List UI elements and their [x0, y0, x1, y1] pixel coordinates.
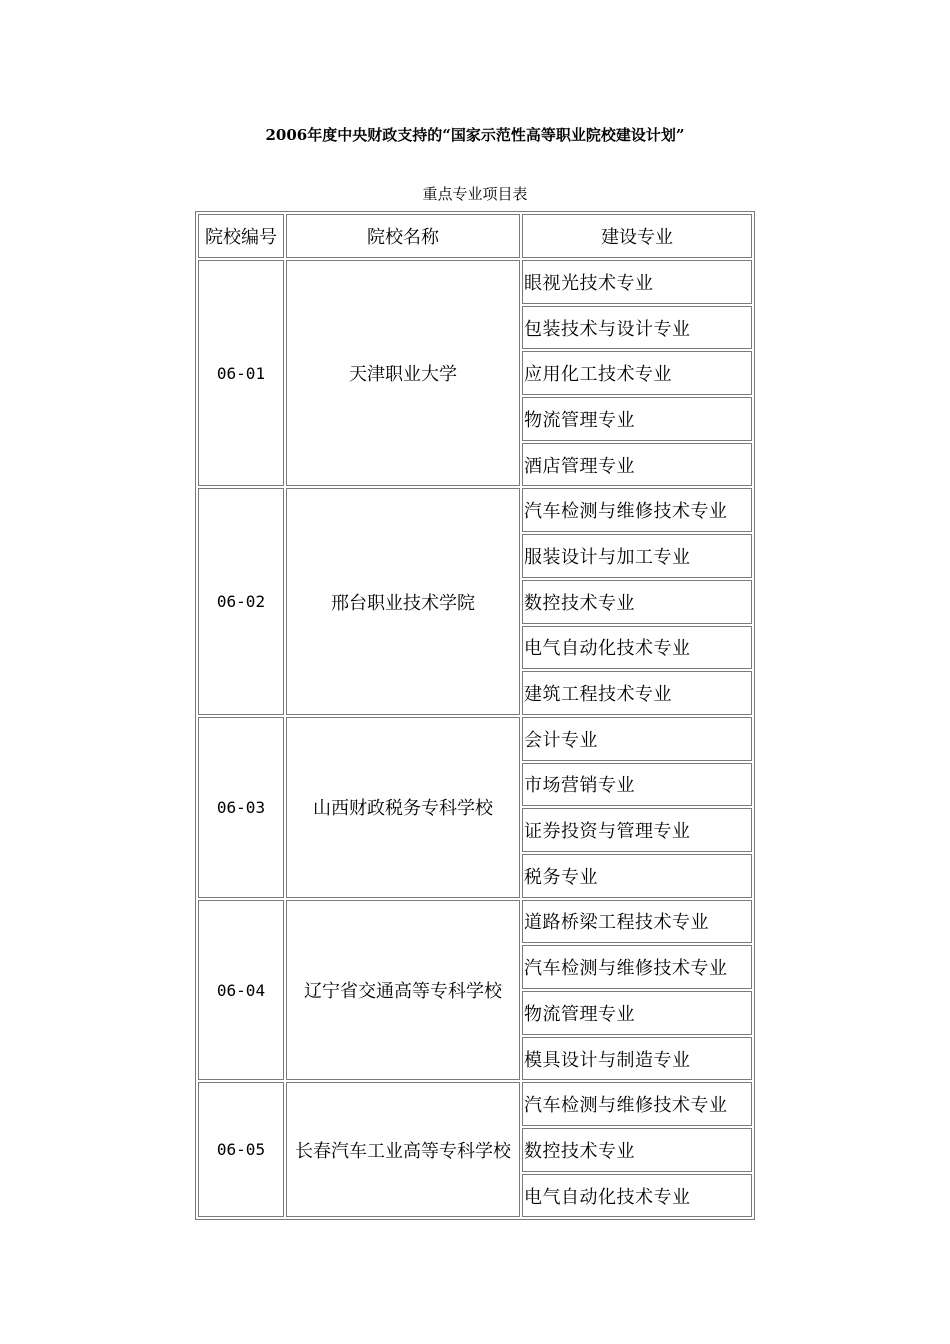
header-row: [198, 214, 752, 258]
major-cell: 眼视光技术专业: [522, 260, 752, 304]
school-name-cell: 长春汽车工业高等专科学校: [286, 1082, 520, 1217]
school-name-cell: 天津职业大学: [286, 260, 520, 486]
major-cell: 建筑工程技术专业: [522, 671, 752, 715]
table-row: [198, 260, 752, 304]
table-row: [198, 488, 752, 532]
school-code-cell: 06-05: [198, 1082, 284, 1217]
header-school-name: 院校名称: [286, 214, 520, 258]
major-cell: 包装技术与设计专业: [522, 306, 752, 350]
table-row: [198, 900, 752, 944]
school-code-cell: 06-02: [198, 488, 284, 714]
major-cell: 汽车检测与维修技术专业: [522, 945, 752, 989]
major-cell: 酒店管理专业: [522, 443, 752, 487]
major-cell: 道路桥梁工程技术专业: [522, 900, 752, 944]
school-name-cell: 山西财政税务专科学校: [286, 717, 520, 898]
major-cell: 服装设计与加工专业: [522, 534, 752, 578]
table-body: [198, 260, 752, 1217]
major-cell: 物流管理专业: [522, 991, 752, 1035]
header-majors: 建设专业: [522, 214, 752, 258]
major-cell: 应用化工技术专业: [522, 351, 752, 395]
major-cell: 模具设计与制造专业: [522, 1037, 752, 1081]
major-cell: 税务专业: [522, 854, 752, 898]
school-code-cell: 06-03: [198, 717, 284, 898]
major-cell: 证券投资与管理专业: [522, 808, 752, 852]
major-cell: 汽车检测与维修技术专业: [522, 1082, 752, 1126]
majors-table: [195, 211, 755, 1220]
document-subtitle: 重点专业项目表: [422, 185, 528, 203]
major-cell: 市场营销专业: [522, 763, 752, 807]
major-cell: 数控技术专业: [522, 1128, 752, 1172]
header-school-code: 院校编号: [198, 214, 284, 258]
school-name-cell: 辽宁省交通高等专科学校: [286, 900, 520, 1081]
table-row: [198, 1082, 752, 1126]
school-code-cell: 06-01: [198, 260, 284, 486]
major-cell: 数控技术专业: [522, 580, 752, 624]
table-row: [198, 717, 752, 761]
school-code-cell: 06-04: [198, 900, 284, 1081]
major-cell: 电气自动化技术专业: [522, 626, 752, 670]
major-cell: 汽车检测与维修技术专业: [522, 488, 752, 532]
major-cell: 会计专业: [522, 717, 752, 761]
school-name-cell: 邢台职业技术学院: [286, 488, 520, 714]
major-cell: 电气自动化技术专业: [522, 1174, 752, 1218]
major-cell: 物流管理专业: [522, 397, 752, 441]
document-title: 2006年度中央财政支持的“国家示范性高等职业院校建设计划”: [265, 126, 685, 144]
